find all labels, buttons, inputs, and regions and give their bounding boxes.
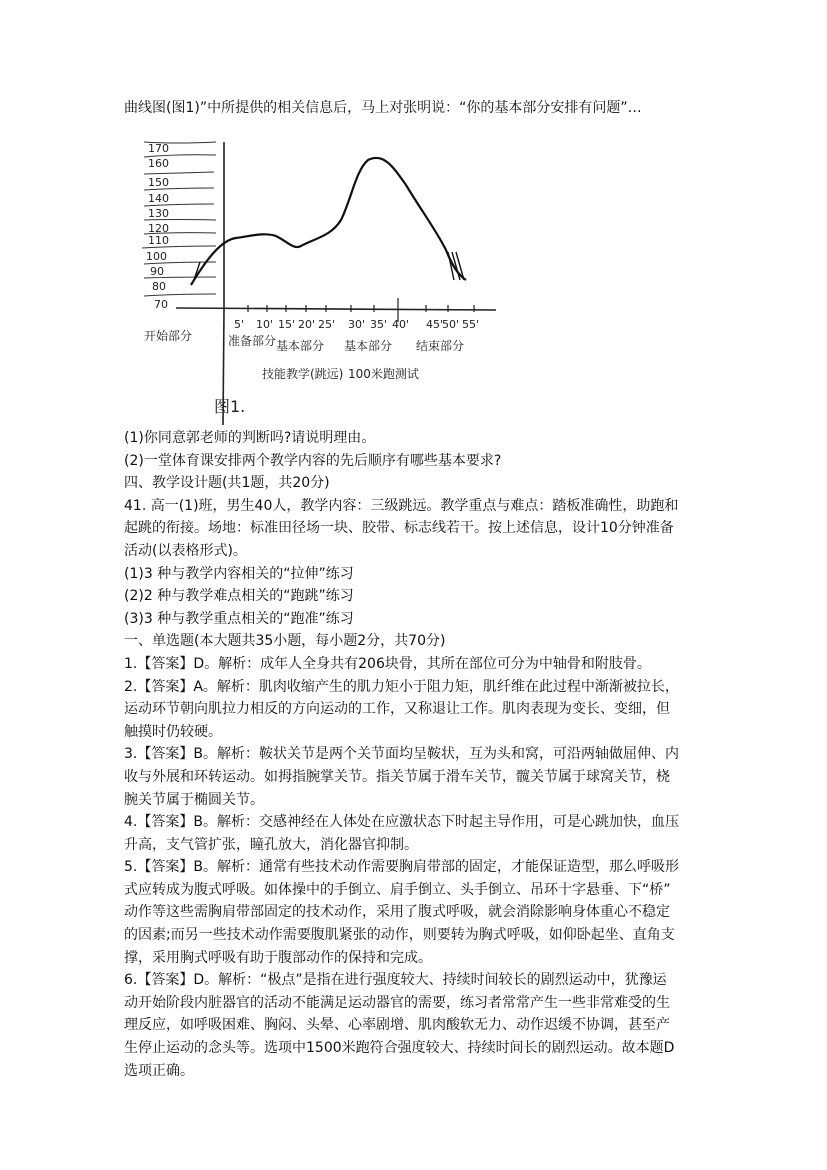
y-tick-label: 170 [148, 142, 169, 155]
y-axis [223, 142, 224, 425]
text-line: (3)3 种与教学重点相关的“跑准”练习 [124, 610, 354, 627]
y-tick-labels [146, 142, 169, 311]
y-tick-label: 80 [152, 280, 166, 293]
text-line: 起跳的衔接。场地：标准田径场一块、胶带、标志线若干。按上述信息，设计10分钟准备 [124, 520, 674, 537]
y-tick-label: 70 [154, 298, 168, 311]
text-line: 活动(以表格形式)。 [124, 542, 247, 559]
text-line: 2.【答案】A。解析：肌肉收缩产生的肌力矩小于阻力矩，肌纤维在此过程中渐渐被拉长， [124, 678, 679, 695]
text-line: 运动环节朝向肌拉力相反的方向运动的工作，又称退让工作。肌肉表现为变长、变细，但 [124, 701, 670, 718]
heart-rate-curve [191, 158, 466, 285]
x-tick-label: 20' [298, 318, 316, 331]
handwritten-curve-figure [136, 140, 496, 425]
text-line: (2)2 种与教学难点相关的“跑跳”练习 [124, 588, 354, 605]
x-tick-label: 55' [462, 318, 480, 331]
section-heading: 四、教学设计题(共1题，共20分) [124, 475, 330, 492]
segment-labels [144, 328, 464, 381]
body-text [124, 427, 714, 1082]
text-line: (1)你同意郭老师的判断吗?请说明理由。 [124, 430, 376, 446]
x-tick-label: 10' [256, 318, 274, 331]
text-line: 6.【答案】D。解析：“极点”是指在进行强度较大、持续时间较长的剧烈运动中，犹豫运 [124, 972, 667, 989]
text-line: (2)一堂体育课安排两个教学内容的先后顺序有哪些基本要求? [124, 452, 502, 469]
text-line: 腕关节属于椭圆关节。 [124, 791, 264, 808]
text-line: 3.【答案】B。解析：鞍状关节是两个关节面均呈鞍状，互为头和窝，可沿两轴做屈伸、内 [124, 746, 679, 763]
text-line: 理反应，如呼吸困难、胸闷、头晕、心率剧增、肌肉酸软无力、动作迟缓不协调，甚至产 [124, 1017, 670, 1034]
y-tick-label: 150 [148, 176, 169, 189]
text-line: 触摸时仍较硬。 [124, 723, 222, 740]
x-tick-label: 5' [234, 318, 245, 331]
y-tick-label: 90 [150, 265, 164, 278]
x-tick-label: 15' [278, 318, 296, 331]
text-line: 41. 高一(1)班，男生40人，教学内容：三级跳远。教学重点与难点：踏板准确性，助跑和 [124, 497, 679, 514]
segment-label: 准备部分 [228, 334, 277, 348]
segment-label: 结束部分 [416, 339, 465, 353]
segment-label: 基本部分 [276, 339, 325, 353]
segment-label: 基本部分 [344, 339, 393, 353]
text-line: 选项正确。 [124, 1062, 194, 1079]
text-line: 生停止运动的念头等。选项中1500米跑符合强度较大、持续时间长的剧烈运动。故本题D [124, 1040, 675, 1057]
x-tick-label: 40' [392, 318, 410, 331]
segment-sublabel: 100米跑测试 [348, 367, 419, 381]
y-tick-label: 130 [148, 207, 169, 220]
x-tick-label: 35' [370, 318, 388, 331]
x-tick-label: 30' [348, 318, 366, 331]
x-tick-labels [234, 318, 479, 331]
x-tick-label: 25' [318, 318, 336, 331]
intro-line: 曲线图(图1)”中所提供的相关信息后，马上对张明说：“你的基本部分安排有问题”… [124, 100, 642, 116]
text-line: (1)3 种与教学内容相关的“拉伸”练习 [124, 565, 354, 582]
text-line: 的因素;而另一些技术动作需要腹肌紧张的动作，则要转为胸式呼吸，如仰卧起坐、直角支 [124, 927, 675, 944]
y-tick-label: 140 [148, 192, 169, 205]
y-tick-label: 100 [146, 250, 167, 263]
x-tick-label: 45' [426, 318, 444, 331]
text-line: 收与外展和环转运动。如拇指腕掌关节。指关节属于滑车关节，髋关节属于球窝关节，桡 [124, 768, 670, 785]
text-line: 动开始阶段内脏器官的活动不能满足运动器官的需要，练习者常常产生一些非常难受的生 [124, 994, 670, 1011]
section-heading: 一、单选题(本大题共35小题，每小题2分，共70分) [124, 633, 446, 650]
y-tick-label: 160 [148, 157, 169, 170]
y-tick-label: 120 [148, 222, 169, 235]
text-line: 升高，支气管扩张，瞳孔放大，消化器官抑制。 [124, 836, 418, 853]
curve-tail-strokes [194, 252, 464, 280]
text-line: 撑，采用胸式呼吸有助于腹部动作的保持和完成。 [124, 949, 432, 966]
figure-caption: 图1. [214, 397, 246, 416]
text-line: 式应转成为腹式呼吸。如体操中的手倒立、肩手倒立、头手倒立、吊环十字悬垂、下“桥” [124, 881, 671, 898]
text-line: 动作等这些需胸肩带部固定的技术动作，采用了腹式呼吸，就会消除影响身体重心不稳定 [124, 904, 670, 921]
x-tick-label: 50' [442, 318, 460, 331]
text-line: 4.【答案】B。解析：交感神经在人体处在应激状态下时起主导作用，可是心跳加快，血压 [124, 814, 679, 831]
segment-sublabel: 技能教学(跳远) [262, 367, 344, 381]
text-line: 1.【答案】D。解析：成年人全身共有206块骨，其所在部位可分为中轴骨和附肢骨。 [124, 655, 651, 672]
segment-label: 开始部分 [144, 329, 193, 343]
text-line: 5.【答案】B。解析：通常有些技术动作需要胸肩带部的固定，才能保证造型，那么呼吸形 [124, 859, 679, 876]
y-tick-label: 110 [148, 234, 169, 247]
